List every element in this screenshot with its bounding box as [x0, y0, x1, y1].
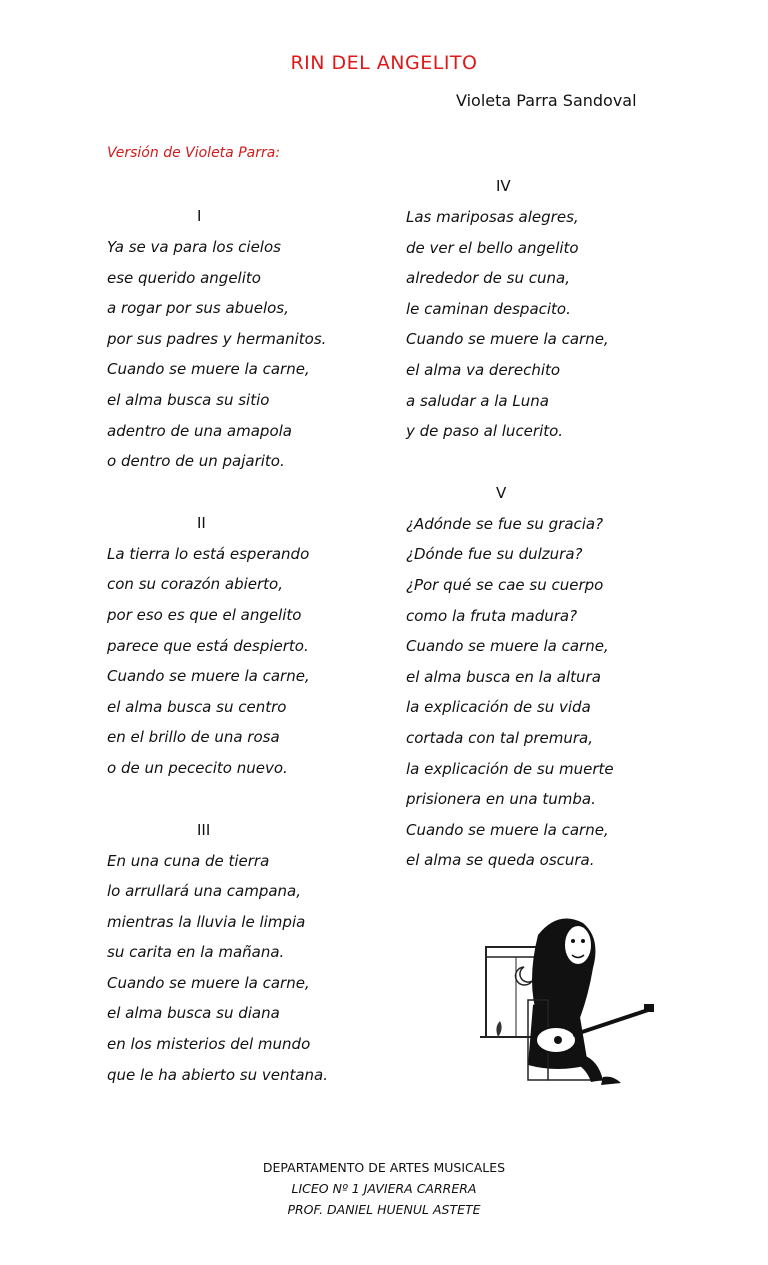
verse-line: alrededor de su cuna,: [406, 269, 570, 288]
verse-line: por eso es que el angelito: [107, 605, 302, 624]
verse-line: la explicación de su muerte: [406, 759, 614, 778]
footer-school: LICEO Nº 1 JAVIERA CARRERA: [291, 1181, 477, 1196]
verse-line: le caminan despacito.: [406, 299, 571, 318]
left-column: [107, 201, 397, 1090]
page-title: RIN DEL ANGELITO: [290, 52, 478, 74]
stanza-2: [107, 508, 397, 784]
verse-line: a rogar por sus abuelos,: [107, 299, 289, 318]
verse-line: Cuando se muere la carne,: [406, 330, 609, 349]
footer: [0, 1157, 768, 1220]
verse-line: en el brillo de una rosa: [107, 728, 280, 747]
footer-teacher: PROF. DANIEL HUENUL ASTETE: [287, 1202, 481, 1217]
verse-line: ¿Por qué se cae su cuerpo: [406, 575, 604, 594]
verse-line: a saludar a la Luna: [406, 391, 549, 410]
verse-line: La tierra lo está esperando: [107, 544, 310, 563]
verse-line: su carita en la mañana.: [107, 943, 285, 962]
verse-line: mientras la lluvia le limpia: [107, 912, 306, 931]
verse-line: ¿Adónde se fue su gracia?: [406, 514, 604, 533]
verse-line: por sus padres y hermanitos.: [107, 329, 327, 348]
verse-line: lo arrullará una campana,: [107, 882, 302, 901]
verse-line: prisionera en una tumba.: [406, 790, 596, 809]
verse-line: el alma busca su diana: [107, 1004, 280, 1023]
author-name: Violeta Parra Sandoval: [456, 91, 637, 110]
verse-line: ¿Dónde fue su dulzura?: [406, 545, 583, 564]
verse-line: En una cuna de tierra: [107, 851, 270, 870]
verse-line: Cuando se muere la carne,: [406, 637, 609, 656]
verse-line: el alma busca su centro: [107, 697, 287, 716]
stanza-1: [107, 201, 397, 477]
verse-line: el alma busca su sitio: [107, 390, 270, 409]
verse-line: o de un pececito nuevo.: [107, 758, 288, 777]
verse-line: Ya se va para los cielos: [107, 238, 281, 256]
verse-line: como la fruta madura?: [406, 606, 578, 625]
verse-line: la explicación de su vida: [406, 698, 591, 717]
verse-line: el alma se queda oscura.: [406, 851, 595, 870]
verse-line: parece que está despierto.: [107, 636, 309, 655]
stanza-numeral: IV: [496, 177, 511, 195]
stanza-numeral: II: [197, 513, 206, 532]
verse-line: que le ha abierto su ventana.: [107, 1065, 329, 1084]
verse-line: el alma busca en la altura: [406, 667, 601, 686]
verse-line: Cuando se muere la carne,: [107, 360, 310, 379]
verse-line: Las mariposas alegres,: [406, 208, 579, 226]
verse-line: Cuando se muere la carne,: [107, 667, 310, 686]
verse-line: o dentro de un pajarito.: [107, 452, 285, 471]
guitarist-caricature-illustration: [478, 905, 663, 1090]
verse-line: Cuando se muere la carne,: [406, 820, 609, 839]
stanza-numeral: I: [197, 207, 202, 225]
verse-line: el alma va derechito: [406, 360, 561, 379]
stanza-numeral: III: [197, 820, 211, 839]
verse-line: cortada con tal premura,: [406, 728, 594, 747]
verse-line: Cuando se muere la carne,: [107, 973, 310, 992]
verse-line: en los misterios del mundo: [107, 1035, 311, 1054]
stanza-4: [406, 171, 726, 447]
verse-line: adentro de una amapola: [107, 421, 292, 440]
right-column: [406, 171, 726, 876]
verse-line: y de paso al lucerito.: [406, 422, 564, 441]
verse-line: de ver el bello angelito: [406, 238, 579, 257]
version-label: Versión de Violeta Parra:: [107, 145, 281, 161]
verse-line: con su corazón abierto,: [107, 575, 284, 594]
stanza-3: [107, 815, 397, 1091]
verse-line: ese querido angelito: [107, 268, 261, 287]
guitarist-drawing: [478, 905, 663, 1090]
stanza-5: [406, 478, 726, 876]
stanza-numeral: V: [496, 483, 507, 502]
footer-department: DEPARTAMENTO DE ARTES MUSICALES: [262, 1160, 506, 1175]
